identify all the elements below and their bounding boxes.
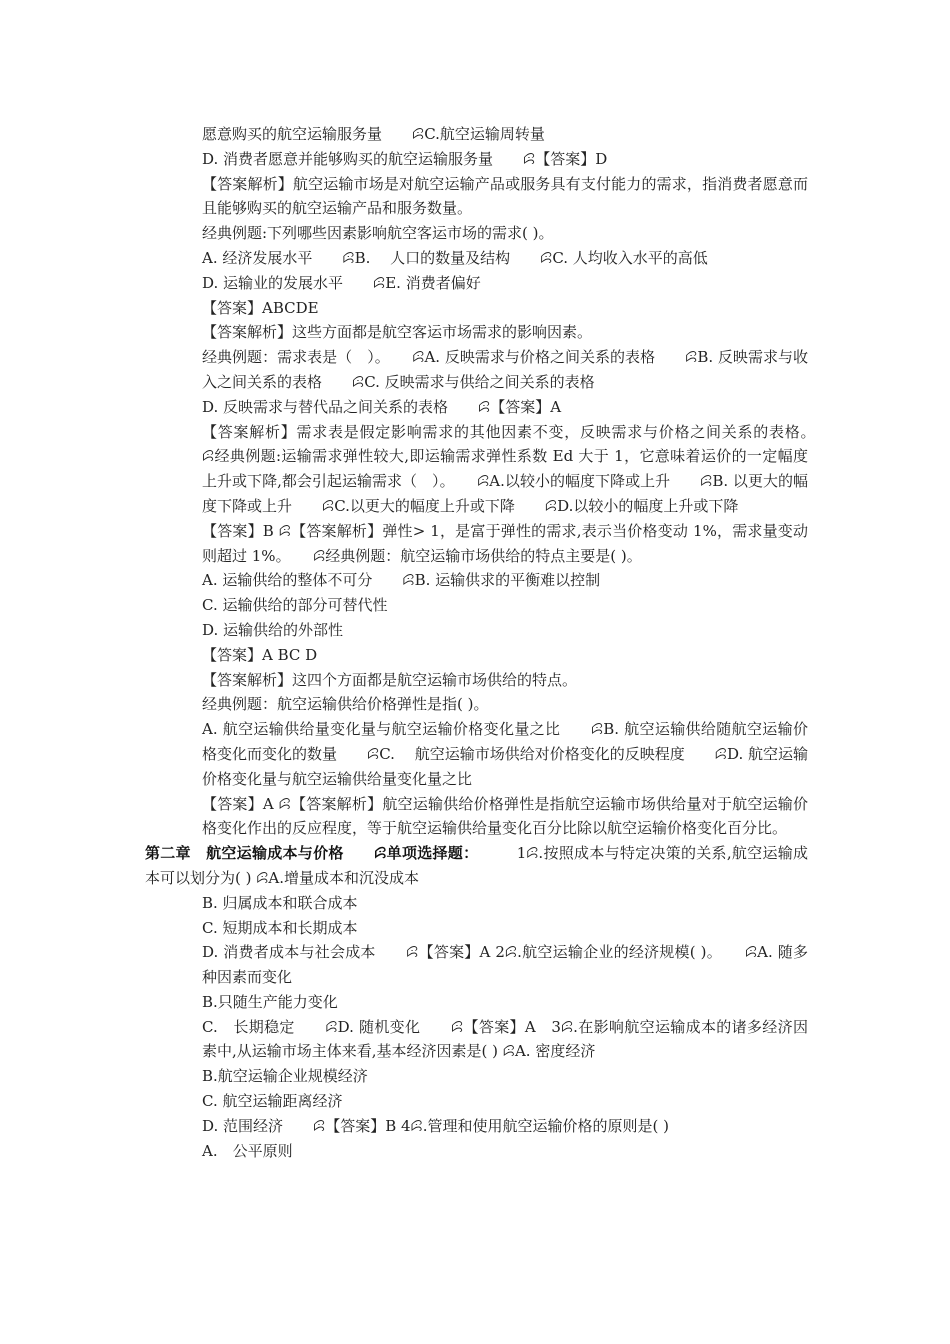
paragraph: 【答案解析】这些方面都是航空客运市场需求的影响因素。 [202, 323, 593, 342]
paragraph: 【答案】B ꕸ【答案解析】弹性> 1，是富于弹性的需求,表示当价格变动 1%，需求量变动则超过 1%。 ꕸ经典例题：航空运输市场供给的特点主要是( )。 [202, 521, 808, 565]
paragraph: B.只随生产能力变化 [202, 992, 338, 1011]
paragraph: 【答案解析】航空运输市场是对航空运输产品或服务具有支付能力的需求，指消费者愿意而且能够购买的航空运输产品和服务数量。 [202, 174, 808, 218]
chapter-text: 1ꕸ.按照成本与特定决策的关系,航空运输成本可以划分为( ) ꕸA.增量成本和沉没成本 [145, 844, 808, 887]
paragraph: D. 消费者成本与社会成本 ꕸ【答案】A 2ꕸ.航空运输企业的经济规模( )。 ꕸA. 随多种因素而变化 [202, 943, 808, 987]
paragraph: D. 范围经济 ꕸ【答案】B 4ꕸ.管理和使用航空运输价格的原则是( ) [202, 1116, 669, 1135]
paragraph: 【答案】A BC D [202, 645, 318, 664]
paragraph: 【答案解析】需求表是假定影响需求的其他因素不变，反映需求与价格之间关系的表格。 ꕸ经典例题:运输需求弹性较大,即运输需求弹性系数 Ed 大于 1，它意味着运价的一定幅度上升或下降,都会引起运输需求（ ）。 ꕸA.以较小的幅度下降或上升 ꕸB. 以更大的幅度下降或上升 ꕸC.以更大的幅度上升或下降 ꕸD.以较小的幅度上升或下降 [202, 422, 839, 515]
paragraph: A. 航空运输供给量变化量与航空运输价格变化量之比 ꕸB. 航空运输供给随航空运输价格变化而变化的数量 ꕸC. 航空运输市场供给对价格变化的反映程度 ꕸD. 航空运输价格变化量与航空运输供给量变化量之比 [202, 720, 808, 788]
paragraph: 愿意购买的航空运输服务量 ꕸC.航空运输周转量 [202, 125, 545, 143]
section-title: ꕸ单项选择题： [343, 844, 471, 863]
paragraph: A. 经济发展水平 ꕸB. 人口的数量及结构 ꕸC. 人均收入水平的高低 [202, 248, 708, 267]
paragraph: 【答案】ABCDE [202, 298, 319, 317]
chapter-title: 第二章 航空运输成本与价格 [145, 844, 344, 863]
paragraph: D. 运输供给的外部性 [202, 620, 344, 639]
paragraph: A. 运输供给的整体不可分 ꕸB. 运输供求的平衡难以控制 [202, 571, 601, 590]
chapter-heading-paragraph [145, 841, 808, 891]
paragraph: 【答案解析】这四个方面都是航空运输市场供给的特点。 [202, 670, 578, 689]
paragraph: D. 运输业的发展水平 ꕸE. 消费者偏好 [202, 273, 481, 292]
paragraph: D. 反映需求与替代品之间关系的表格 ꕸ【答案】A [202, 397, 562, 416]
paragraph: C. 运输供给的部分可替代性 [202, 596, 388, 615]
document-body [145, 122, 839, 1163]
paragraph: 经典例题：需求表是（ ）。 ꕸA. 反映需求与价格之间关系的表格 ꕸB. 反映需求与收入之间关系的表格 ꕸC. 反映需求与供给之间关系的表格 [202, 348, 808, 391]
paragraph: 【答案】A ꕸ【答案解析】航空运输供给价格弹性是指航空运输市场供给量对于航空运输价格变化作出的反应程度，等于航空运输供给量变化百分比除以航空运输价格变化百分比。 [202, 794, 808, 838]
paragraph: B.航空运输企业规模经济 [202, 1067, 368, 1086]
paragraph: D. 消费者愿意并能够购买的航空运输服务量 ꕸ【答案】D [202, 149, 608, 168]
paragraph: A. 公平原则 [202, 1141, 293, 1160]
paragraph: 经典例题:下列哪些因素影响航空客运市场的需求( )。 [202, 224, 554, 243]
paragraph: C. 短期成本和长期成本 [202, 918, 358, 937]
paragraph: B. 归属成本和联合成本 [202, 893, 358, 912]
paragraph: C. 长期稳定 ꕸD. 随机变化 ꕸ【答案】A 3ꕸ.在影响航空运输成本的诸多经济因素中,从运输市场主体来看,基本经济因素是( ) ꕸA. 密度经济 [202, 1017, 808, 1061]
paragraph: C. 航空运输距离经济 [202, 1092, 343, 1111]
paragraph: 经典例题：航空运输供给价格弹性是指( )。 [202, 695, 489, 714]
